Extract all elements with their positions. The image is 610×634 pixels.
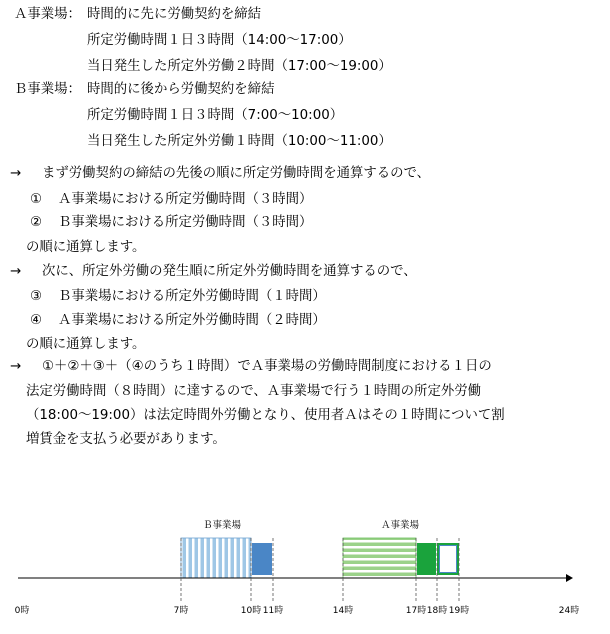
case-b-label: Ｂ事業場：: [14, 82, 81, 97]
axis-arrowhead: [566, 574, 573, 582]
case-a-label: Ａ事業場：: [14, 7, 81, 22]
case-a-line-2: 当日発生した所定外労働２時間（17:00～19:00）: [87, 59, 392, 74]
a-scheduled-block: [343, 538, 416, 578]
explanation-line-7: Ａ事業場における所定外労働時間（２時間）: [58, 313, 326, 328]
tick-label-24: 24時: [558, 606, 580, 616]
tick-label-19: 19時: [448, 606, 470, 616]
case-b-title: 時間的に後から労働契約を締結: [87, 82, 275, 97]
tick-label-11: 11時: [262, 606, 284, 616]
explanation-line-10: 法定労働時間（８時間）に達するので、Ａ事業場で行う１時間の所定外労働: [26, 384, 482, 399]
tick-label-14: 14時: [332, 606, 354, 616]
tick-label-0: 0時: [14, 606, 30, 616]
explanation-line-1: まず労働契約の締結の先後の順に所定労働時間を通算するので、: [42, 166, 431, 181]
num-3: ③: [30, 289, 43, 304]
explanation-line-9: ①＋②＋③＋（④のうち１時間）でＡ事業場の労働時間制度における１日の: [42, 359, 492, 374]
tick-label-10: 10時: [240, 606, 262, 616]
explanation-line-4: の順に通算します。: [26, 240, 146, 255]
a-legal-overtime-inner: [440, 546, 457, 573]
arrow-2: →: [10, 264, 22, 279]
explanation-line-11: （18:00～19:00）は法定時間外労働となり、使用者Ａはその１時間について割: [26, 408, 505, 423]
explanation-line-2: Ａ事業場における所定労働時間（３時間）: [58, 192, 313, 207]
tick-label-18: 18時: [426, 606, 448, 616]
explanation-line-5: 次に、所定外労働の発生順に所定外労働時間を通算するので、: [42, 264, 417, 279]
case-b-line-1: 所定労働時間１日３時間（7:00～10:00）: [87, 108, 344, 123]
case-b-line-2: 当日発生した所定外労働１時間（10:00～11:00）: [87, 134, 392, 149]
case-a-line-1: 所定労働時間１日３時間（14:00～17:00）: [87, 33, 352, 48]
arrow-1: →: [10, 166, 22, 181]
explanation-line-3: Ｂ事業場における所定労働時間（３時間）: [58, 215, 313, 230]
b-scheduled-block: [181, 538, 251, 578]
num-2: ②: [30, 215, 43, 230]
explanation-line-12: 増賃金を支払う必要があります。: [26, 432, 226, 447]
a-workplace-label: Ａ事業場: [381, 520, 420, 531]
arrow-3: →: [10, 359, 22, 374]
num-1: ①: [30, 192, 43, 207]
a-overtime-block: [417, 543, 436, 575]
explanation-line-8: の順に通算します。: [26, 337, 146, 352]
explanation-line-6: Ｂ事業場における所定外労働時間（１時間）: [58, 289, 326, 304]
case-a-title: 時間的に先に労働契約を締結: [87, 7, 262, 22]
num-4: ④: [30, 313, 43, 328]
tick-label-17: 17時: [405, 606, 427, 616]
b-workplace-label: Ｂ事業場: [203, 520, 242, 531]
a-legal-overtime-block: [437, 543, 459, 575]
tick-label-7: 7時: [173, 606, 189, 616]
b-overtime-block: [252, 543, 272, 575]
